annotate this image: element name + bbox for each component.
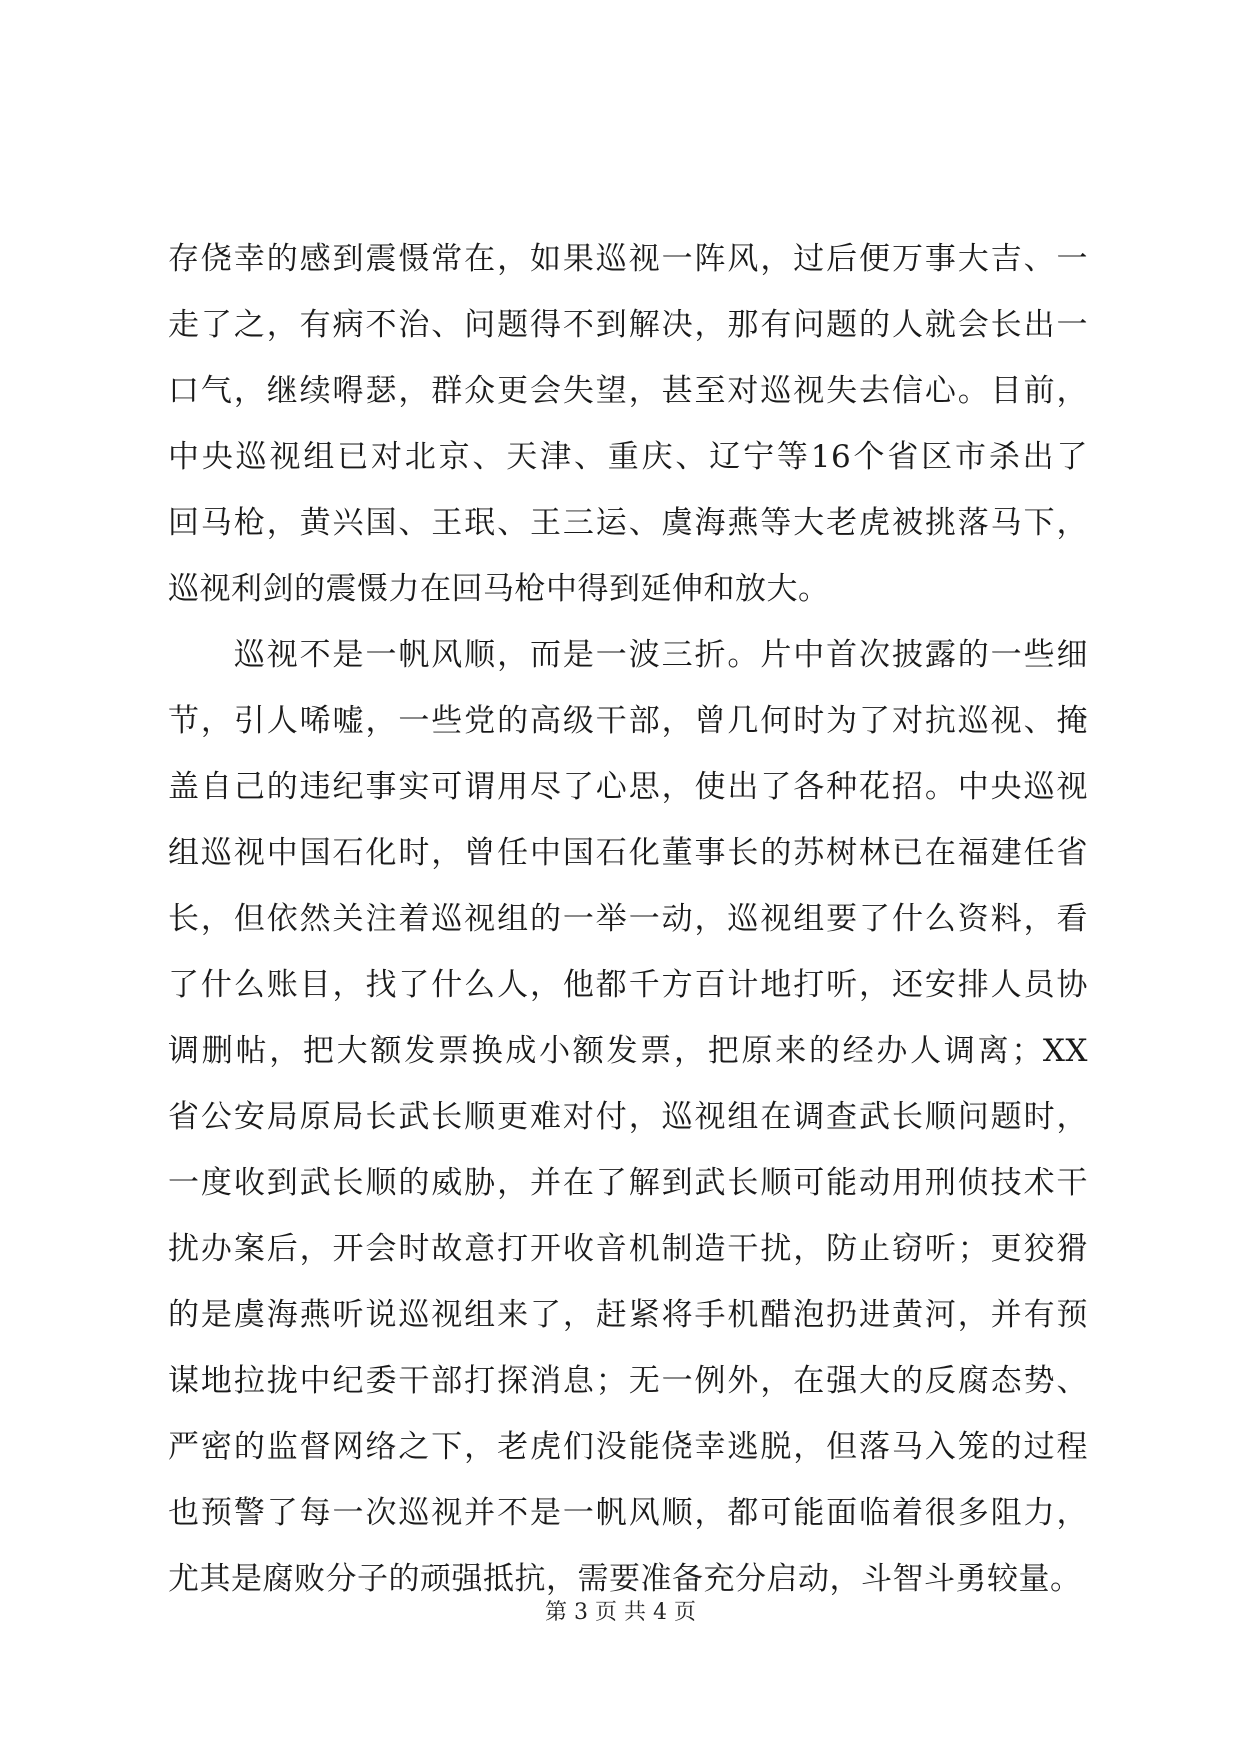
text-line: 巡视不是一帆风顺，而是一波三折。片中首次披露的一些细 bbox=[168, 637, 1088, 673]
text-line: 存侥幸的感到震慑常在，如果巡视一阵风，过后便万事大吉、一 bbox=[168, 241, 1088, 277]
text-line: 也预警了每一次巡视并不是一帆风顺，都可能面临着很多阻力， bbox=[168, 1495, 1088, 1531]
text-line: 巡视利剑的震慑力在回马枪中得到延伸和放大。 bbox=[168, 571, 830, 607]
text-line: 节，引人唏嘘，一些党的高级干部，曾几何时为了对抗巡视、掩 bbox=[168, 703, 1088, 739]
page-number-footer: 第 3 页 共 4 页 bbox=[545, 1600, 696, 1625]
text-line: 盖自己的违纪事实可谓用尽了心思，使出了各种花招。中央巡视 bbox=[168, 769, 1088, 805]
text-line: 走了之，有病不治、问题得不到解决，那有问题的人就会长出一 bbox=[168, 307, 1088, 343]
text-line: 组巡视中国石化时，曾任中国石化董事长的苏树林已在福建任省 bbox=[168, 835, 1088, 871]
text-line: 严密的监督网络之下，老虎们没能侥幸逃脱，但落马入笼的过程 bbox=[168, 1429, 1088, 1465]
text-line: 了什么账目，找了什么人，他都千方百计地打听，还安排人员协 bbox=[168, 967, 1088, 1003]
text-line: 调删帖，把大额发票换成小额发票，把原来的经办人调离；XX bbox=[168, 1033, 1088, 1069]
text-line: 谋地拉拢中纪委干部打探消息；无一例外，在强大的反腐态势、 bbox=[168, 1363, 1088, 1399]
text-line: 中央巡视组已对北京、天津、重庆、辽宁等16个省区市杀出了 bbox=[168, 439, 1088, 475]
text-line: 的是虞海燕听说巡视组来了，赶紧将手机醋泡扔进黄河，并有预 bbox=[168, 1297, 1088, 1333]
text-line: 口气，继续嘚瑟，群众更会失望，甚至对巡视失去信心。目前， bbox=[168, 373, 1088, 409]
paragraph-2 bbox=[168, 622, 1088, 1612]
paragraph-1 bbox=[168, 226, 1088, 622]
text-line: 长，但依然关注着巡视组的一举一动，巡视组要了什么资料，看 bbox=[168, 901, 1088, 937]
text-line: 省公安局原局长武长顺更难对付，巡视组在调查武长顺问题时， bbox=[168, 1099, 1088, 1135]
text-line: 尤其是腐败分子的顽强抵抗，需要准备充分启动，斗智斗勇较量。 bbox=[168, 1561, 1082, 1597]
text-line: 扰办案后，开会时故意打开收音机制造干扰，防止窃听；更狡猾 bbox=[168, 1231, 1088, 1267]
body-text bbox=[168, 226, 1088, 1612]
text-line: 回马枪，黄兴国、王珉、王三运、虞海燕等大老虎被挑落马下， bbox=[168, 505, 1088, 541]
text-line: 一度收到武长顺的威胁，并在了解到武长顺可能动用刑侦技术干 bbox=[168, 1165, 1088, 1201]
